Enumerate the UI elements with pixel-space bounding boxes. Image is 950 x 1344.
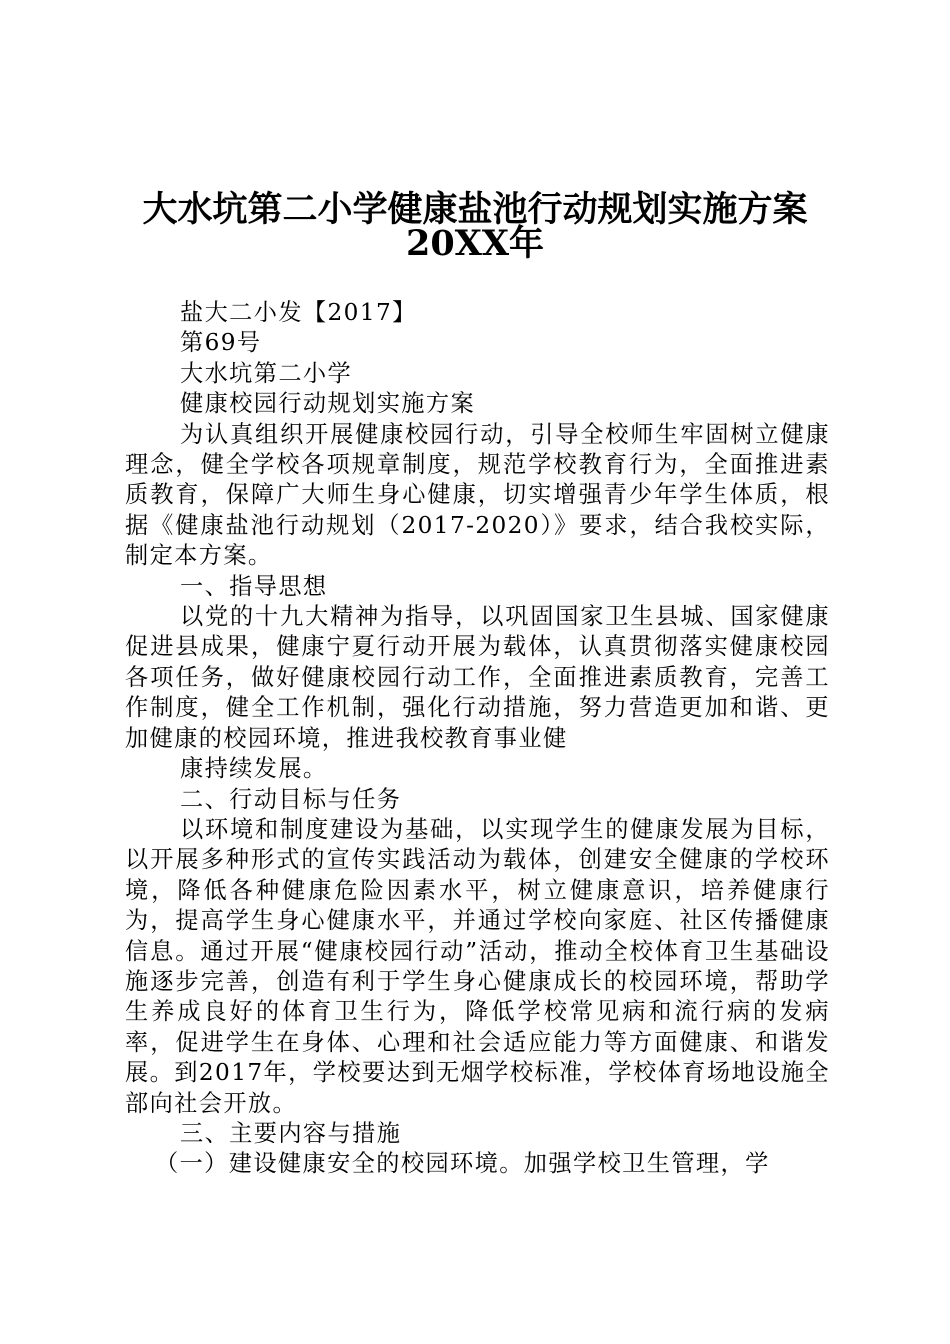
document-title-year: 20XX年 bbox=[405, 223, 545, 264]
paragraph: （一）建设健康安全的校园环境。加强学校卫生管理，学 bbox=[155, 1150, 770, 1178]
section-heading: 二、行动目标与任务 bbox=[180, 785, 402, 813]
section-heading: 三、主要内容与措施 bbox=[180, 1119, 402, 1147]
doc-number-suffix: 第69号 bbox=[180, 329, 262, 357]
paragraph: 以环境和制度建设为基础，以实现学生的健康发展为目标，以开展多种形式的宣传实践活动为载体，创建安全健康的学校环境，降低各种健康危险因素水平，树立健康意识，培养健康行为，提高学生身心健康水平，并通过学校向家庭、社区传播健康信息。通过开展“健康校园行动”活动，推动全校体育卫生基础设施逐步完善，创造有利于学生身心健康成长的校园环境，帮助学生养成良好的体育卫生行为，降低学校常见病和流行病的发病率，促进学生在身体、心理和社会适应能力等方面健康、和谐发展。到2017年，学校要达到无烟学校标准，学校体育场地设施全部向社会开放。 bbox=[125, 815, 830, 1117]
section-heading: 一、指导思想 bbox=[180, 572, 328, 600]
doc-number: 盐大二小发【2017】 bbox=[180, 299, 417, 326]
paragraph: 以党的十九大精神为指导，以巩固国家卫生县城、国家健康促进县成果，健康宁夏行动开展为载体，认真贯彻落实健康校园各项任务，做好健康校园行动工作，全面推进素质教育，完善工作制度，健全工作机制，强化行动措施，努力营造更加和谐、更加健康的校园环境，推进我校教育事业健 bbox=[125, 603, 830, 752]
paragraph: 康持续发展。 bbox=[180, 755, 328, 783]
document-title: 大水坑第二小学健康盐池行动规划实施方案 bbox=[142, 189, 808, 230]
school-name: 大水坑第二小学 bbox=[180, 359, 353, 387]
plan-subtitle: 健康校园行动规划实施方案 bbox=[180, 390, 476, 418]
paragraph: 为认真组织开展健康校园行动，引导全校师生牢固树立健康理念，健全学校各项规章制度，规范学校教育行为，全面推进素质教育，保障广大师生身心健康，切实增强青少年学生体质，根据《健康盐池行动规划（2017-2020）》要求，结合我校实际，制定本方案。 bbox=[125, 420, 830, 570]
document-body bbox=[125, 298, 830, 1180]
